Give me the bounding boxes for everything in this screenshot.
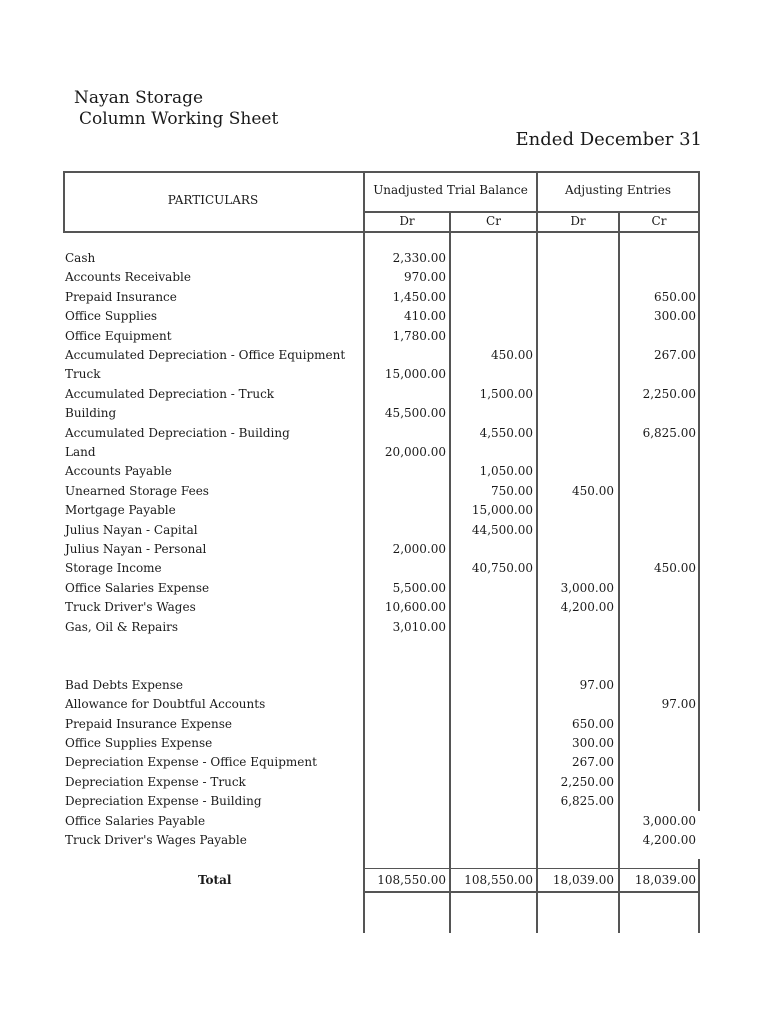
utb-cr-value: 1,050.00: [479, 464, 533, 479]
total-label: Total: [198, 873, 232, 887]
adj-dr-value: 300.00: [572, 736, 614, 750]
account-name: Building: [65, 406, 117, 421]
utb-dr-header: Dr: [399, 214, 415, 228]
total-adj-cr: 18,039.00: [634, 873, 696, 887]
utb-cr-value: 15,000.00: [471, 503, 533, 518]
account-name: Truck Driver's Wages Payable: [65, 833, 247, 847]
subheader-top-border: [363, 211, 700, 213]
totals-top-rule: [363, 868, 700, 869]
utb-dr-cr-divider: [449, 211, 451, 933]
account-name: Office Equipment: [65, 328, 172, 343]
particulars-header: PARTICULARS: [167, 193, 259, 207]
account-name: Accounts Payable: [65, 464, 172, 479]
utb-dr-value: 10,600.00: [384, 600, 446, 615]
total-utb-cr: 108,550.00: [464, 873, 533, 887]
account-name: Office Supplies Expense: [65, 736, 213, 750]
right-border-lower: [698, 233, 700, 811]
utb-dr-value: 15,000.00: [384, 367, 446, 382]
unadjusted-trial-balance-header: Unadjusted Trial Balance: [373, 183, 528, 197]
account-name: Depreciation Expense - Truck: [65, 774, 246, 789]
utb-dr-value: 45,500.00: [384, 406, 446, 421]
adj-cr-value: 650.00: [654, 289, 696, 304]
account-name: Prepaid Insurance Expense: [65, 716, 232, 731]
account-name: Unearned Storage Fees: [65, 483, 209, 498]
adj-dr-value: 3,000.00: [560, 580, 614, 595]
working-sheet-table: [63, 171, 700, 933]
account-name: Accumulated Depreciation - Office Equipment: [65, 348, 346, 362]
period-label: Ended December 31: [515, 129, 702, 150]
utb-cr-value: 4,550.00: [479, 425, 533, 440]
adj-dr-value: 450.00: [572, 483, 614, 498]
utb-cr-value: 44,500.00: [471, 522, 533, 537]
account-name: Accumulated Depreciation - Building: [65, 425, 290, 440]
account-name: Depreciation Expense - Building: [65, 794, 262, 809]
adj-cr-value: 2,250.00: [642, 386, 696, 401]
account-name: Gas, Oil & Repairs: [65, 619, 179, 634]
utb-cr-value: 1,500.00: [479, 386, 533, 401]
account-name: Julius Nayan - Capital: [65, 522, 198, 537]
adj-cr-value: 4,200.00: [642, 833, 696, 847]
account-name: Depreciation Expense - Office Equipment: [65, 755, 317, 770]
utb-dr-value: 1,780.00: [392, 328, 446, 343]
total-adj-dr: 18,039.00: [552, 873, 614, 887]
account-name: Allowance for Doubtful Accounts: [65, 697, 266, 712]
utb-dr-value: 5,500.00: [392, 580, 446, 595]
right-border-bottom: [698, 859, 700, 933]
adj-dr-header: Dr: [570, 214, 586, 228]
utb-dr-value: 410.00: [404, 309, 446, 324]
utb-dr-value: 20,000.00: [384, 445, 446, 459]
adj-dr-value: 97.00: [579, 677, 614, 692]
adj-cr-value: 267.00: [654, 348, 696, 362]
account-name: Accumulated Depreciation - Truck: [65, 386, 275, 401]
account-name: Prepaid Insurance: [65, 289, 177, 304]
account-name: Cash: [65, 251, 96, 265]
adj-dr-cr-divider: [618, 211, 620, 933]
account-name: Office Salaries Expense: [65, 580, 210, 595]
account-name: Julius Nayan - Personal: [65, 542, 207, 556]
adj-dr-value: 267.00: [572, 755, 614, 770]
adj-cr-value: 300.00: [654, 309, 696, 324]
totals-bottom-rule: [363, 891, 700, 893]
account-name: Truck Driver's Wages: [65, 600, 196, 615]
utb-dr-value: 1,450.00: [392, 289, 446, 304]
company-name: Nayan Storage: [74, 88, 204, 108]
adj-cr-header: Cr: [651, 214, 667, 228]
adj-dr-value: 2,250.00: [560, 774, 614, 789]
account-name: Bad Debts Expense: [65, 677, 183, 692]
utb-cr-value: 40,750.00: [471, 561, 533, 576]
adj-cr-value: 3,000.00: [642, 813, 696, 828]
adj-cr-value: 97.00: [661, 697, 696, 712]
utb-cr-header: Cr: [486, 214, 501, 228]
account-name: Storage Income: [65, 561, 162, 576]
group-divider: [536, 171, 538, 933]
sheet-subtitle: Column Working Sheet: [79, 109, 279, 129]
account-name: Office Salaries Payable: [65, 813, 206, 828]
table-top-border: [63, 171, 700, 173]
adjusting-entries-header: Adjusting Entries: [565, 183, 671, 197]
utb-cr-value: 750.00: [491, 483, 533, 498]
account-name: Mortgage Payable: [65, 503, 176, 518]
total-utb-dr: 108,550.00: [377, 873, 446, 887]
adj-cr-value: 450.00: [654, 561, 696, 576]
utb-dr-value: 3,010.00: [392, 619, 446, 634]
account-name: Truck: [65, 367, 101, 382]
adj-dr-value: 650.00: [572, 716, 614, 731]
account-name: Accounts Receivable: [65, 270, 191, 285]
utb-dr-value: 2,330.00: [392, 251, 446, 265]
utb-dr-value: 2,000.00: [392, 542, 446, 556]
utb-cr-value: 450.00: [491, 348, 533, 362]
right-border: [698, 171, 700, 233]
particulars-divider: [363, 171, 365, 933]
account-name: Office Supplies: [65, 309, 158, 324]
header-bottom-border: [63, 231, 700, 233]
adj-cr-value: 6,825.00: [642, 425, 696, 440]
adj-dr-value: 4,200.00: [560, 600, 614, 615]
account-name: Land: [65, 445, 96, 459]
utb-dr-value: 970.00: [404, 270, 446, 285]
adj-dr-value: 6,825.00: [560, 794, 614, 809]
